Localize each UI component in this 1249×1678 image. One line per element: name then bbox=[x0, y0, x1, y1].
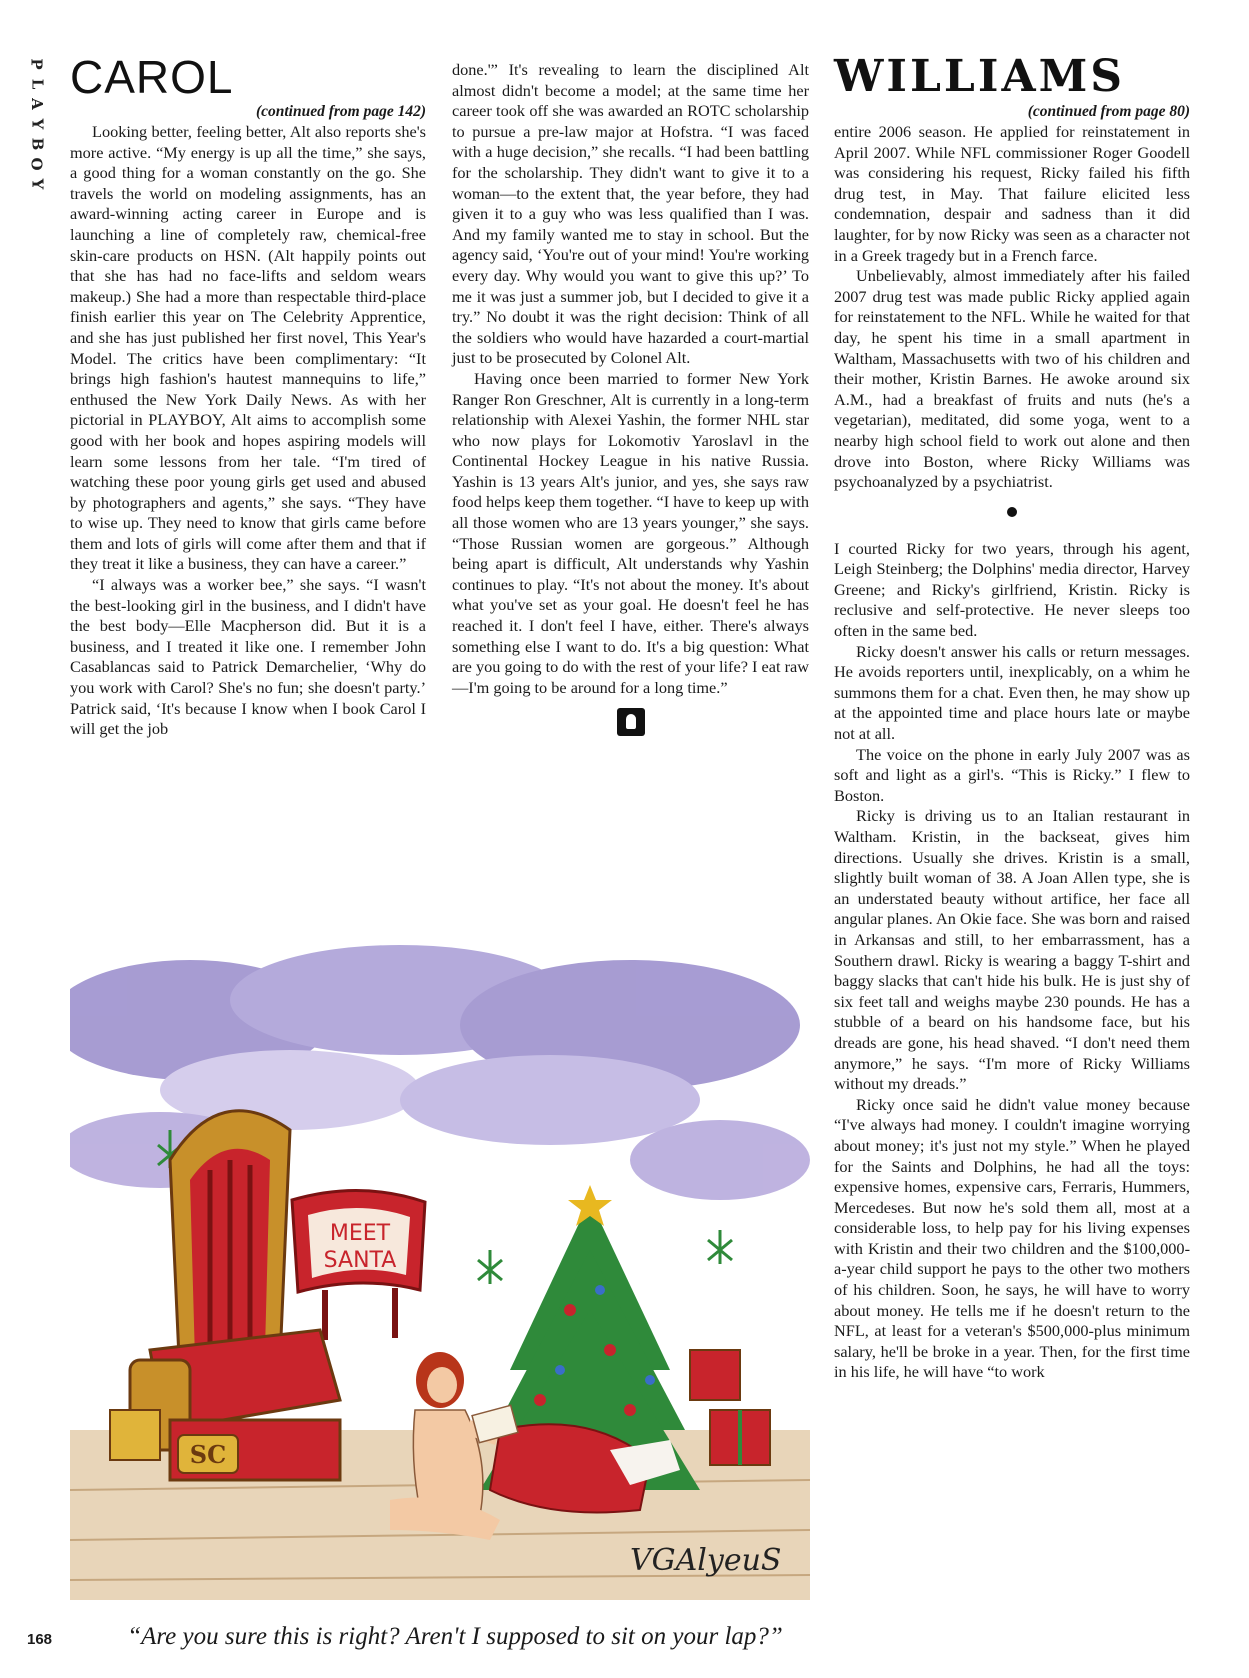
section-bullet-icon bbox=[1007, 507, 1017, 517]
williams-paragraph: entire 2006 season. He applied for reinstatement in April 2007. While NFL commissioner Roger Goodell was considering his request, Ricky failed his fifth drug test, in May. That failure elicited less condemnation, despair and sadness than it did laughter, for by now Ricky was seen as a character not in a Greek tragedy but in a French farce. bbox=[834, 122, 1190, 265]
williams-paragraph: The voice on the phone in early July 2007 was as soft and light as a girl's. “This is Ricky.” I flew to Boston. bbox=[834, 744, 1190, 805]
masthead-playboy: P L A Y B O Y bbox=[27, 58, 46, 190]
meet-santa-sign bbox=[292, 1190, 425, 1340]
sign-text-meet: MEET bbox=[329, 1221, 391, 1246]
carol-paragraph: Having once been married to former New York Ranger Ron Greschner, Alt is currently in a long-term relationship with Alexei Yashin, the former NHL star who now plays for Lokomotiv Yaroslavl in the Continental Hockey League in his native Russia. Yashin is 13 years Alt's junior, and yes, she says raw food helps keep them together. “I have to keep up with all those women who are 13 years younger,” she says. “Those Russian women are gorgeous.” Although being apart is difficult, Alt understands why Yashin continues to play. “It's not about the money. It's about what you've set as your goal. He doesn't feel he has reached it. I don't feel I have, either. There's always something else I want to do. It's a big question: What are you going to do with the rest of your life? I eat raw—I'm going to be around for a long time.” bbox=[452, 368, 809, 697]
santa-cartoon-illustration bbox=[70, 930, 810, 1610]
williams-column bbox=[834, 52, 1190, 1383]
williams-continued-note: (continued from page 80) bbox=[1027, 103, 1190, 120]
williams-title: WILLIAMS bbox=[834, 51, 1126, 102]
carol-title: CAROL bbox=[70, 51, 234, 103]
carol-column-2 bbox=[452, 60, 809, 736]
williams-paragraph: Ricky is driving us to an Italian restaurant in Waltham. Kristin, in the backseat, gives him directions. Usually she drives. Kristin is a small, slightly built woman of 38. A Joan Allen type, she is an understated beauty without artifice, her face all angular planes. An Okie face. She was born and raised in Arkansas and still, to her embarrassment, has a Southern drawl. Ricky is wearing a baggy T-shirt and baggy slacks that can't hide his bulk. He is just shy of six feet tall and weighs maybe 230 pounds. He has a stubble of a beard on his handsome face, but his dreads are gone, his head shaved. “I don't need them anymore,” he says. “I'm more of Ricky Williams without my dreads.” bbox=[834, 806, 1190, 1094]
williams-paragraph: Unbelievably, almost immediately after his failed 2007 drug test was made public Ricky applied again for reinstatement to the NFL. While he waited for that day, he spent his time in a small apartment in Waltham, Massachusetts with two of his children and their mother, Kristin Barnes. He awoke around six A.M., had a breakfast of fruits and nuts (he's a vegetarian), meditated, did some yoga, went to a nearby high school field to work out alone and then drove into Boston, where Ricky Williams was psychoanalyzed by a psychiatrist. bbox=[834, 266, 1190, 492]
williams-paragraph: Ricky doesn't answer his calls or return messages. He avoids reporters until, inexplicably, on a whim he summons them for a chat. Even then, he may show up at the appointed time and place hours late or maybe not at all. bbox=[834, 641, 1190, 744]
williams-paragraph: I courted Ricky for two years, through his agent, Leigh Steinberg; the Dolphins' media director, Harvey Greene; and Ricky's girlfriend, Kristin. Ricky is reclusive and self-protective. He never sleeps too often in the same bed. bbox=[834, 538, 1190, 641]
artist-signature: VGAlyeuS bbox=[630, 1543, 782, 1578]
carol-paragraph: Looking better, feeling better, Alt also reports she's more active. “My energy is up all the time,” she says, a good thing for a woman constantly on the go. She travels the world on modeling assignments, has an award-winning acting career in Europe and is launching a line of completely raw, chemical-free skin-care products on HSN. (Alt happily points out that she has had no face-lifts and seldom wears makeup.) She had a more than respectable third-place finish earlier this year on The Celebrity Apprentice, and she has just published her first novel, This Year's Model. The critics have been complimentary: “It brings high fashion's hautest mannequins to life,” enthused the New York Daily News. As with her pictorial in PLAYBOY, Alt aims to accomplish some good with her book and hopes aspiring models will learn some lessons from her tale. “I'm tired of watching these poor young girls get used and abused by photographers and agents,” she says. “They have to wise up. They need to know that girls came before them and lots of girls will come after them and that if they treat it like a business, they can have a career.” bbox=[70, 122, 426, 574]
page-number: 168 bbox=[27, 1631, 53, 1648]
cartoon-caption: “Are you sure this is right? Aren't I supposed to sit on your lap?” bbox=[127, 1623, 783, 1650]
chair-initials: SC bbox=[189, 1440, 227, 1469]
williams-paragraph: Ricky once said he didn't value money because “I've always had money. I couldn't imagine worrying about money; it's just not my style.” When he played for the Saints and Dolphins, he had all the toys: expensive homes, expensive cars, Ferraris, Hummers, Mercedeses. But now he's sold them all, most at a considerable loss, to help pay for his living expenses with Kristin and their two children and the $100,000-a-year child support he pays to the other two mothers of his children. Soon, he says, he will have to worry about money. He tells me if he doesn't return to the NFL, at least for a veteran's $500,000-plus minimum salary, he'll be broke in a year. Then, for the first time in his life, he will have “to work bbox=[834, 1094, 1190, 1382]
carol-column-1 bbox=[70, 52, 426, 740]
rabbit-head-icon bbox=[617, 708, 645, 736]
carol-paragraph: done.'” It's revealing to learn the disciplined Alt almost didn't become a model; at the same time her career took off she was awarded an ROTC scholarship to pursue a pre-law major at Hofstra. “I was faced with a huge decision,” she recalls. “I had been battling for the scholarship. They didn't want to give it to a woman—to the extent that, the year before, they had given it to a guy who was less qualified than I was. And my family wanted me to stay in school. But the agency said, ‘You're out of your mind! You're working every day. Why would you want to give this up?’ To me it was just a summer job, but I decided to give it a try.” No doubt it was the right decision: Think of all the soldiers who would have hazarded a court-martial just to be prosecuted by Colonel Alt. bbox=[452, 60, 809, 368]
carol-paragraph: “I always was a worker bee,” she says. “I wasn't the best-looking girl in the business, and I didn't have the best body—Elle Macpherson did. But it is a business, and I treated it like one. I remember John Casablancas said to Patrick Demarchelier, ‘Why do you work with Carol? She's no fun; she doesn't party.’ Patrick said, ‘It's because I know when I book Carol I will get the job bbox=[70, 575, 426, 739]
carol-continued-note: (continued from page 142) bbox=[255, 103, 426, 120]
sign-text-santa: SANTA bbox=[323, 1248, 397, 1273]
